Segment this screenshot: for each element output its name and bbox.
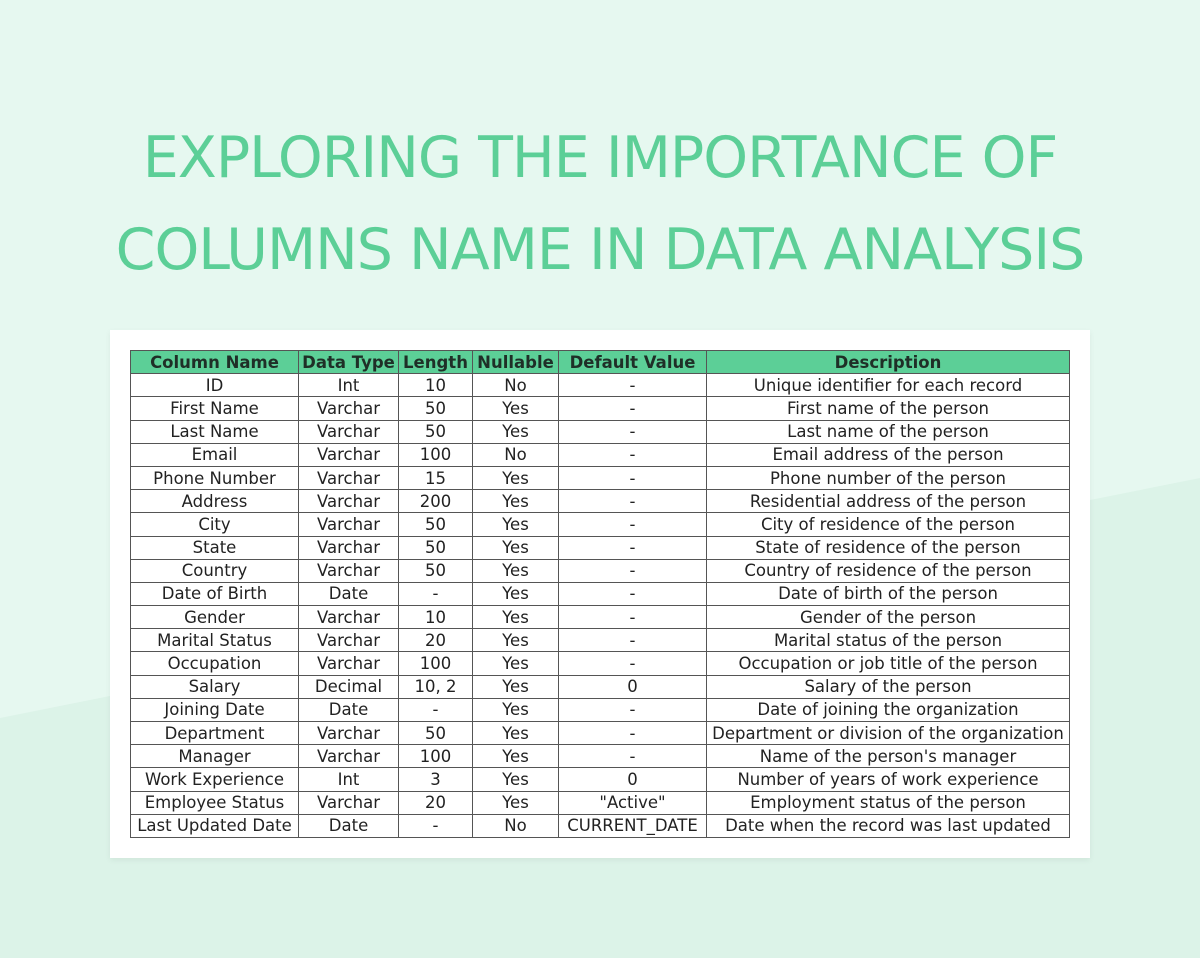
cell-length: -	[399, 582, 473, 605]
cell-length: 50	[399, 559, 473, 582]
cell-data-type: Varchar	[299, 791, 399, 814]
cell-nullable: Yes	[473, 652, 559, 675]
cell-column-name: ID	[131, 374, 299, 397]
table-row	[131, 606, 1070, 629]
title-line-2: COLUMNS NAME IN DATA ANALYSIS	[115, 217, 1085, 283]
cell-data-type: Varchar	[299, 722, 399, 745]
cell-nullable: Yes	[473, 629, 559, 652]
cell-column-name: Address	[131, 490, 299, 513]
cell-nullable: Yes	[473, 675, 559, 698]
cell-default-value: -	[559, 745, 707, 768]
cell-description: Marital status of the person	[707, 629, 1070, 652]
cell-description: Gender of the person	[707, 606, 1070, 629]
cell-column-name: Salary	[131, 675, 299, 698]
cell-data-type: Date	[299, 814, 399, 837]
cell-length: 50	[399, 513, 473, 536]
cell-nullable: Yes	[473, 791, 559, 814]
title-line-1: EXPLORING THE IMPORTANCE OF	[142, 125, 1058, 191]
cell-length: 50	[399, 536, 473, 559]
cell-column-name: First Name	[131, 397, 299, 420]
cell-nullable: Yes	[473, 490, 559, 513]
cell-nullable: Yes	[473, 536, 559, 559]
cell-default-value: -	[559, 374, 707, 397]
cell-length: 50	[399, 722, 473, 745]
cell-default-value: -	[559, 698, 707, 721]
cell-default-value: -	[559, 722, 707, 745]
header-default-value: Default Value	[559, 351, 707, 374]
cell-default-value: -	[559, 652, 707, 675]
cell-description: First name of the person	[707, 397, 1070, 420]
cell-data-type: Varchar	[299, 536, 399, 559]
cell-default-value: "Active"	[559, 791, 707, 814]
cell-nullable: Yes	[473, 466, 559, 489]
table-row	[131, 791, 1070, 814]
header-length: Length	[399, 351, 473, 374]
cell-column-name: Department	[131, 722, 299, 745]
cell-default-value: -	[559, 420, 707, 443]
page-title	[0, 112, 1200, 296]
cell-data-type: Varchar	[299, 606, 399, 629]
cell-length: -	[399, 814, 473, 837]
cell-nullable: Yes	[473, 768, 559, 791]
cell-column-name: Last Updated Date	[131, 814, 299, 837]
cell-default-value: -	[559, 582, 707, 605]
cell-nullable: Yes	[473, 722, 559, 745]
cell-length: 50	[399, 420, 473, 443]
table-row	[131, 536, 1070, 559]
cell-description: Occupation or job title of the person	[707, 652, 1070, 675]
cell-length: 20	[399, 791, 473, 814]
cell-length: 50	[399, 397, 473, 420]
table-row	[131, 397, 1070, 420]
cell-default-value: -	[559, 559, 707, 582]
cell-column-name: Marital Status	[131, 629, 299, 652]
cell-length: 100	[399, 745, 473, 768]
cell-length: 20	[399, 629, 473, 652]
cell-column-name: Occupation	[131, 652, 299, 675]
cell-data-type: Varchar	[299, 443, 399, 466]
cell-length: 100	[399, 443, 473, 466]
cell-length: 15	[399, 466, 473, 489]
table-row	[131, 582, 1070, 605]
table-body	[131, 374, 1070, 838]
table-row	[131, 420, 1070, 443]
cell-default-value: -	[559, 466, 707, 489]
header-column-name: Column Name	[131, 351, 299, 374]
table-row	[131, 490, 1070, 513]
cell-description: Country of residence of the person	[707, 559, 1070, 582]
cell-length: 3	[399, 768, 473, 791]
header-description: Description	[707, 351, 1070, 374]
table-row	[131, 513, 1070, 536]
cell-description: Employment status of the person	[707, 791, 1070, 814]
cell-data-type: Varchar	[299, 629, 399, 652]
cell-data-type: Varchar	[299, 466, 399, 489]
cell-column-name: Work Experience	[131, 768, 299, 791]
cell-column-name: Manager	[131, 745, 299, 768]
cell-description: Date of joining the organization	[707, 698, 1070, 721]
cell-nullable: No	[473, 814, 559, 837]
table-row	[131, 466, 1070, 489]
cell-default-value: -	[559, 490, 707, 513]
cell-column-name: State	[131, 536, 299, 559]
table-row	[131, 675, 1070, 698]
cell-nullable: Yes	[473, 745, 559, 768]
table-row	[131, 745, 1070, 768]
cell-column-name: Date of Birth	[131, 582, 299, 605]
cell-data-type: Varchar	[299, 652, 399, 675]
cell-column-name: City	[131, 513, 299, 536]
cell-description: Date when the record was last updated	[707, 814, 1070, 837]
cell-description: Phone number of the person	[707, 466, 1070, 489]
cell-data-type: Varchar	[299, 559, 399, 582]
cell-data-type: Varchar	[299, 420, 399, 443]
cell-description: Number of years of work experience	[707, 768, 1070, 791]
cell-nullable: No	[473, 374, 559, 397]
cell-length: 10	[399, 374, 473, 397]
cell-description: Date of birth of the person	[707, 582, 1070, 605]
cell-default-value: CURRENT_DATE	[559, 814, 707, 837]
cell-column-name: Email	[131, 443, 299, 466]
cell-default-value: -	[559, 629, 707, 652]
cell-data-type: Varchar	[299, 745, 399, 768]
cell-nullable: Yes	[473, 559, 559, 582]
cell-nullable: Yes	[473, 606, 559, 629]
cell-column-name: Last Name	[131, 420, 299, 443]
table-row	[131, 443, 1070, 466]
cell-description: Department or division of the organization	[707, 722, 1070, 745]
cell-description: Residential address of the person	[707, 490, 1070, 513]
cell-nullable: Yes	[473, 698, 559, 721]
table-row	[131, 698, 1070, 721]
cell-nullable: Yes	[473, 513, 559, 536]
cell-length: 200	[399, 490, 473, 513]
cell-default-value: -	[559, 606, 707, 629]
cell-nullable: Yes	[473, 582, 559, 605]
cell-description: State of residence of the person	[707, 536, 1070, 559]
table-row	[131, 559, 1070, 582]
cell-column-name: Phone Number	[131, 466, 299, 489]
cell-length: 10	[399, 606, 473, 629]
cell-nullable: Yes	[473, 420, 559, 443]
header-data-type: Data Type	[299, 351, 399, 374]
cell-nullable: No	[473, 443, 559, 466]
table-row	[131, 768, 1070, 791]
cell-data-type: Decimal	[299, 675, 399, 698]
cell-default-value: -	[559, 536, 707, 559]
cell-data-type: Varchar	[299, 397, 399, 420]
table-row	[131, 652, 1070, 675]
cell-description: Salary of the person	[707, 675, 1070, 698]
cell-default-value: -	[559, 513, 707, 536]
columns-table	[130, 350, 1070, 838]
cell-length: -	[399, 698, 473, 721]
cell-data-type: Int	[299, 768, 399, 791]
cell-column-name: Country	[131, 559, 299, 582]
table-row	[131, 374, 1070, 397]
cell-default-value: 0	[559, 675, 707, 698]
table-row	[131, 629, 1070, 652]
cell-description: Email address of the person	[707, 443, 1070, 466]
table-row	[131, 722, 1070, 745]
cell-default-value: 0	[559, 768, 707, 791]
header-nullable: Nullable	[473, 351, 559, 374]
cell-data-type: Date	[299, 582, 399, 605]
cell-description: City of residence of the person	[707, 513, 1070, 536]
cell-column-name: Joining Date	[131, 698, 299, 721]
cell-column-name: Employee Status	[131, 791, 299, 814]
cell-description: Last name of the person	[707, 420, 1070, 443]
table-row	[131, 814, 1070, 837]
cell-column-name: Gender	[131, 606, 299, 629]
cell-description: Unique identifier for each record	[707, 374, 1070, 397]
cell-length: 100	[399, 652, 473, 675]
cell-default-value: -	[559, 397, 707, 420]
cell-length: 10, 2	[399, 675, 473, 698]
cell-data-type: Int	[299, 374, 399, 397]
table-header-row	[131, 351, 1070, 374]
cell-data-type: Date	[299, 698, 399, 721]
spreadsheet-card	[110, 330, 1090, 858]
cell-nullable: Yes	[473, 397, 559, 420]
cell-data-type: Varchar	[299, 513, 399, 536]
cell-data-type: Varchar	[299, 490, 399, 513]
cell-description: Name of the person's manager	[707, 745, 1070, 768]
cell-default-value: -	[559, 443, 707, 466]
